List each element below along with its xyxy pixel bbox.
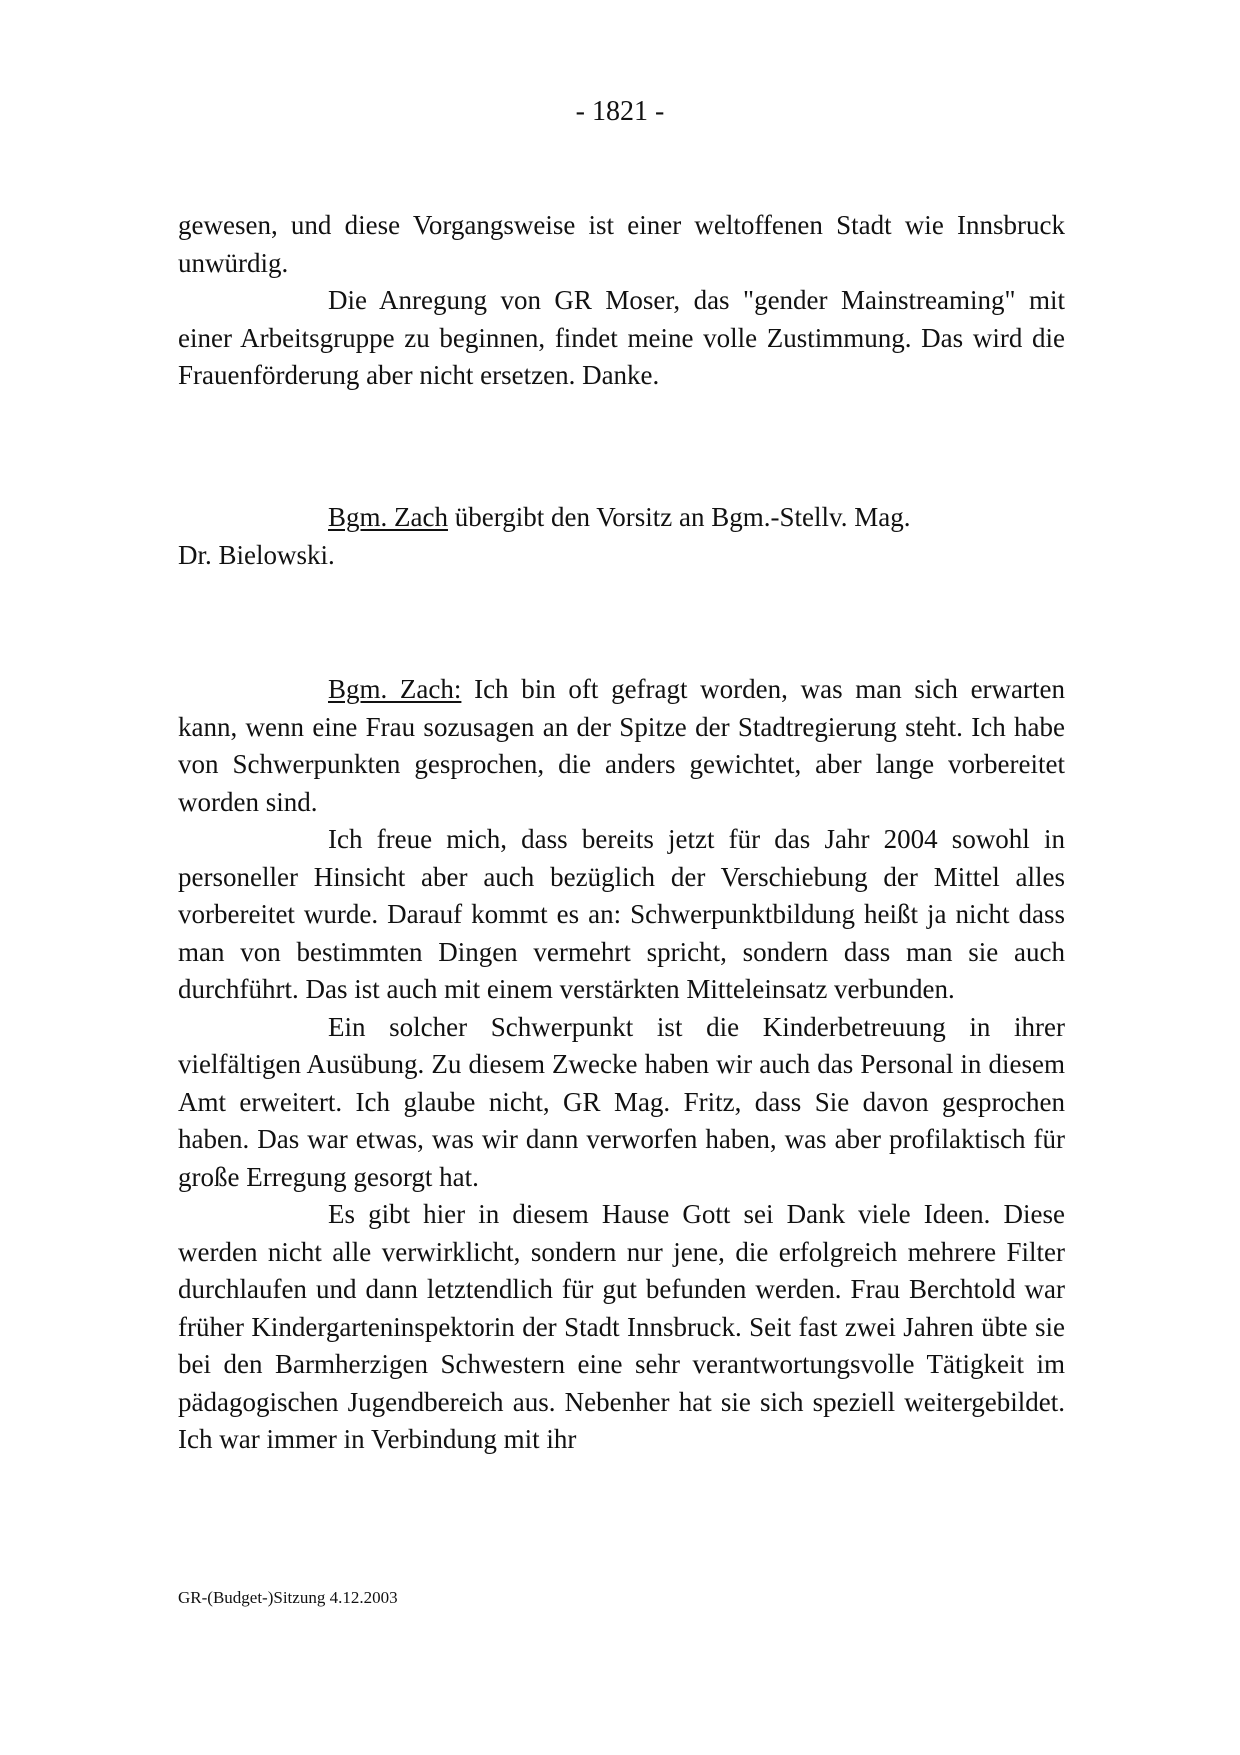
handover-line — [178, 499, 1065, 537]
chair-handover-note — [178, 499, 1065, 574]
speaker-name: Bgm. Zach: — [328, 674, 462, 704]
handover-line-2: Dr. Bielowski. — [178, 539, 335, 570]
speech-paragraph-4: Es gibt hier in diesem Hause Gott sei Dank viele Ideen. Diese werden nicht alle verwirklicht, sondern nur jene, die erfolgreich mehrere Filter durchlaufen und dann letztendlich für gut befunden werden. Frau Berchtold war früher Kindergarteninspektorin der Stadt Innsbruck. Seit fast zwei Jahren übte sie bei den Barmherzigen Schwestern eine sehr verantwortungsvolle Tätigkeit im pädagogischen Jugendbereich aus. Nebenher hat sie sich speziell weitergebildet. Ich war immer in Verbindung mit ihr — [178, 1199, 1065, 1454]
speech-paragraph-1-text: Ich bin oft gefragt worden, was man sich erwarten kann, wenn eine Frau sozusagen an der Spitze der Stadtregierung steht. Ich habe von Schwerpunkten gesprochen, die anders gewichtet, aber lange vorbereitet worden sind. — [178, 674, 1065, 817]
previous-speech-continuation — [178, 207, 1065, 395]
paragraph-continuation: gewesen, und diese Vorgangsweise ist einer weltoffenen Stadt wie Innsbruck unwürdig. — [178, 210, 1065, 278]
speech-bgm-zach — [178, 671, 1065, 1459]
speech-paragraph-1 — [178, 671, 1065, 821]
session-footer: GR-(Budget-)Sitzung 4.12.2003 — [178, 1588, 398, 1607]
speaker-name: Bgm. Zach — [328, 502, 448, 532]
paragraph-gender-mainstreaming: Die Anregung von GR Moser, das "gender Mainstreaming" mit einer Arbeitsgruppe zu beginnen, findet meine volle Zustimmung. Das wird die Frauenförderung aber nicht ersetzen. Danke. — [178, 285, 1065, 390]
speech-paragraph-3: Ein solcher Schwerpunkt ist die Kinderbetreuung in ihrer vielfältigen Ausübung. Zu diesem Zwecke haben wir auch das Personal in diesem Amt erweitert. Ich glaube nicht, GR Mag. Fritz, dass Sie davon gesprochen haben. Das war etwas, was wir dann verworfen haben, was aber profilaktisch für große Erregung gesorgt hat. — [178, 1011, 1065, 1192]
speech-paragraph-2: Ich freue mich, dass bereits jetzt für das Jahr 2004 sowohl in personeller Hinsicht aber auch bezüglich der Verschiebung der Mittel alles vorbereitet wurde. Darauf kommt es an: Schwerpunktbildung heißt ja nicht dass man von bestimmten Dingen vermehrt spricht, sondern dass man sie auch durchführt. Das ist auch mit einem verstärkten Mitteleinsatz verbunden. — [178, 824, 1065, 1004]
page-number: - 1821 - — [575, 96, 665, 127]
handover-text: übergibt den Vorsitz an Bgm.-Stellv. Mag. — [447, 502, 911, 532]
